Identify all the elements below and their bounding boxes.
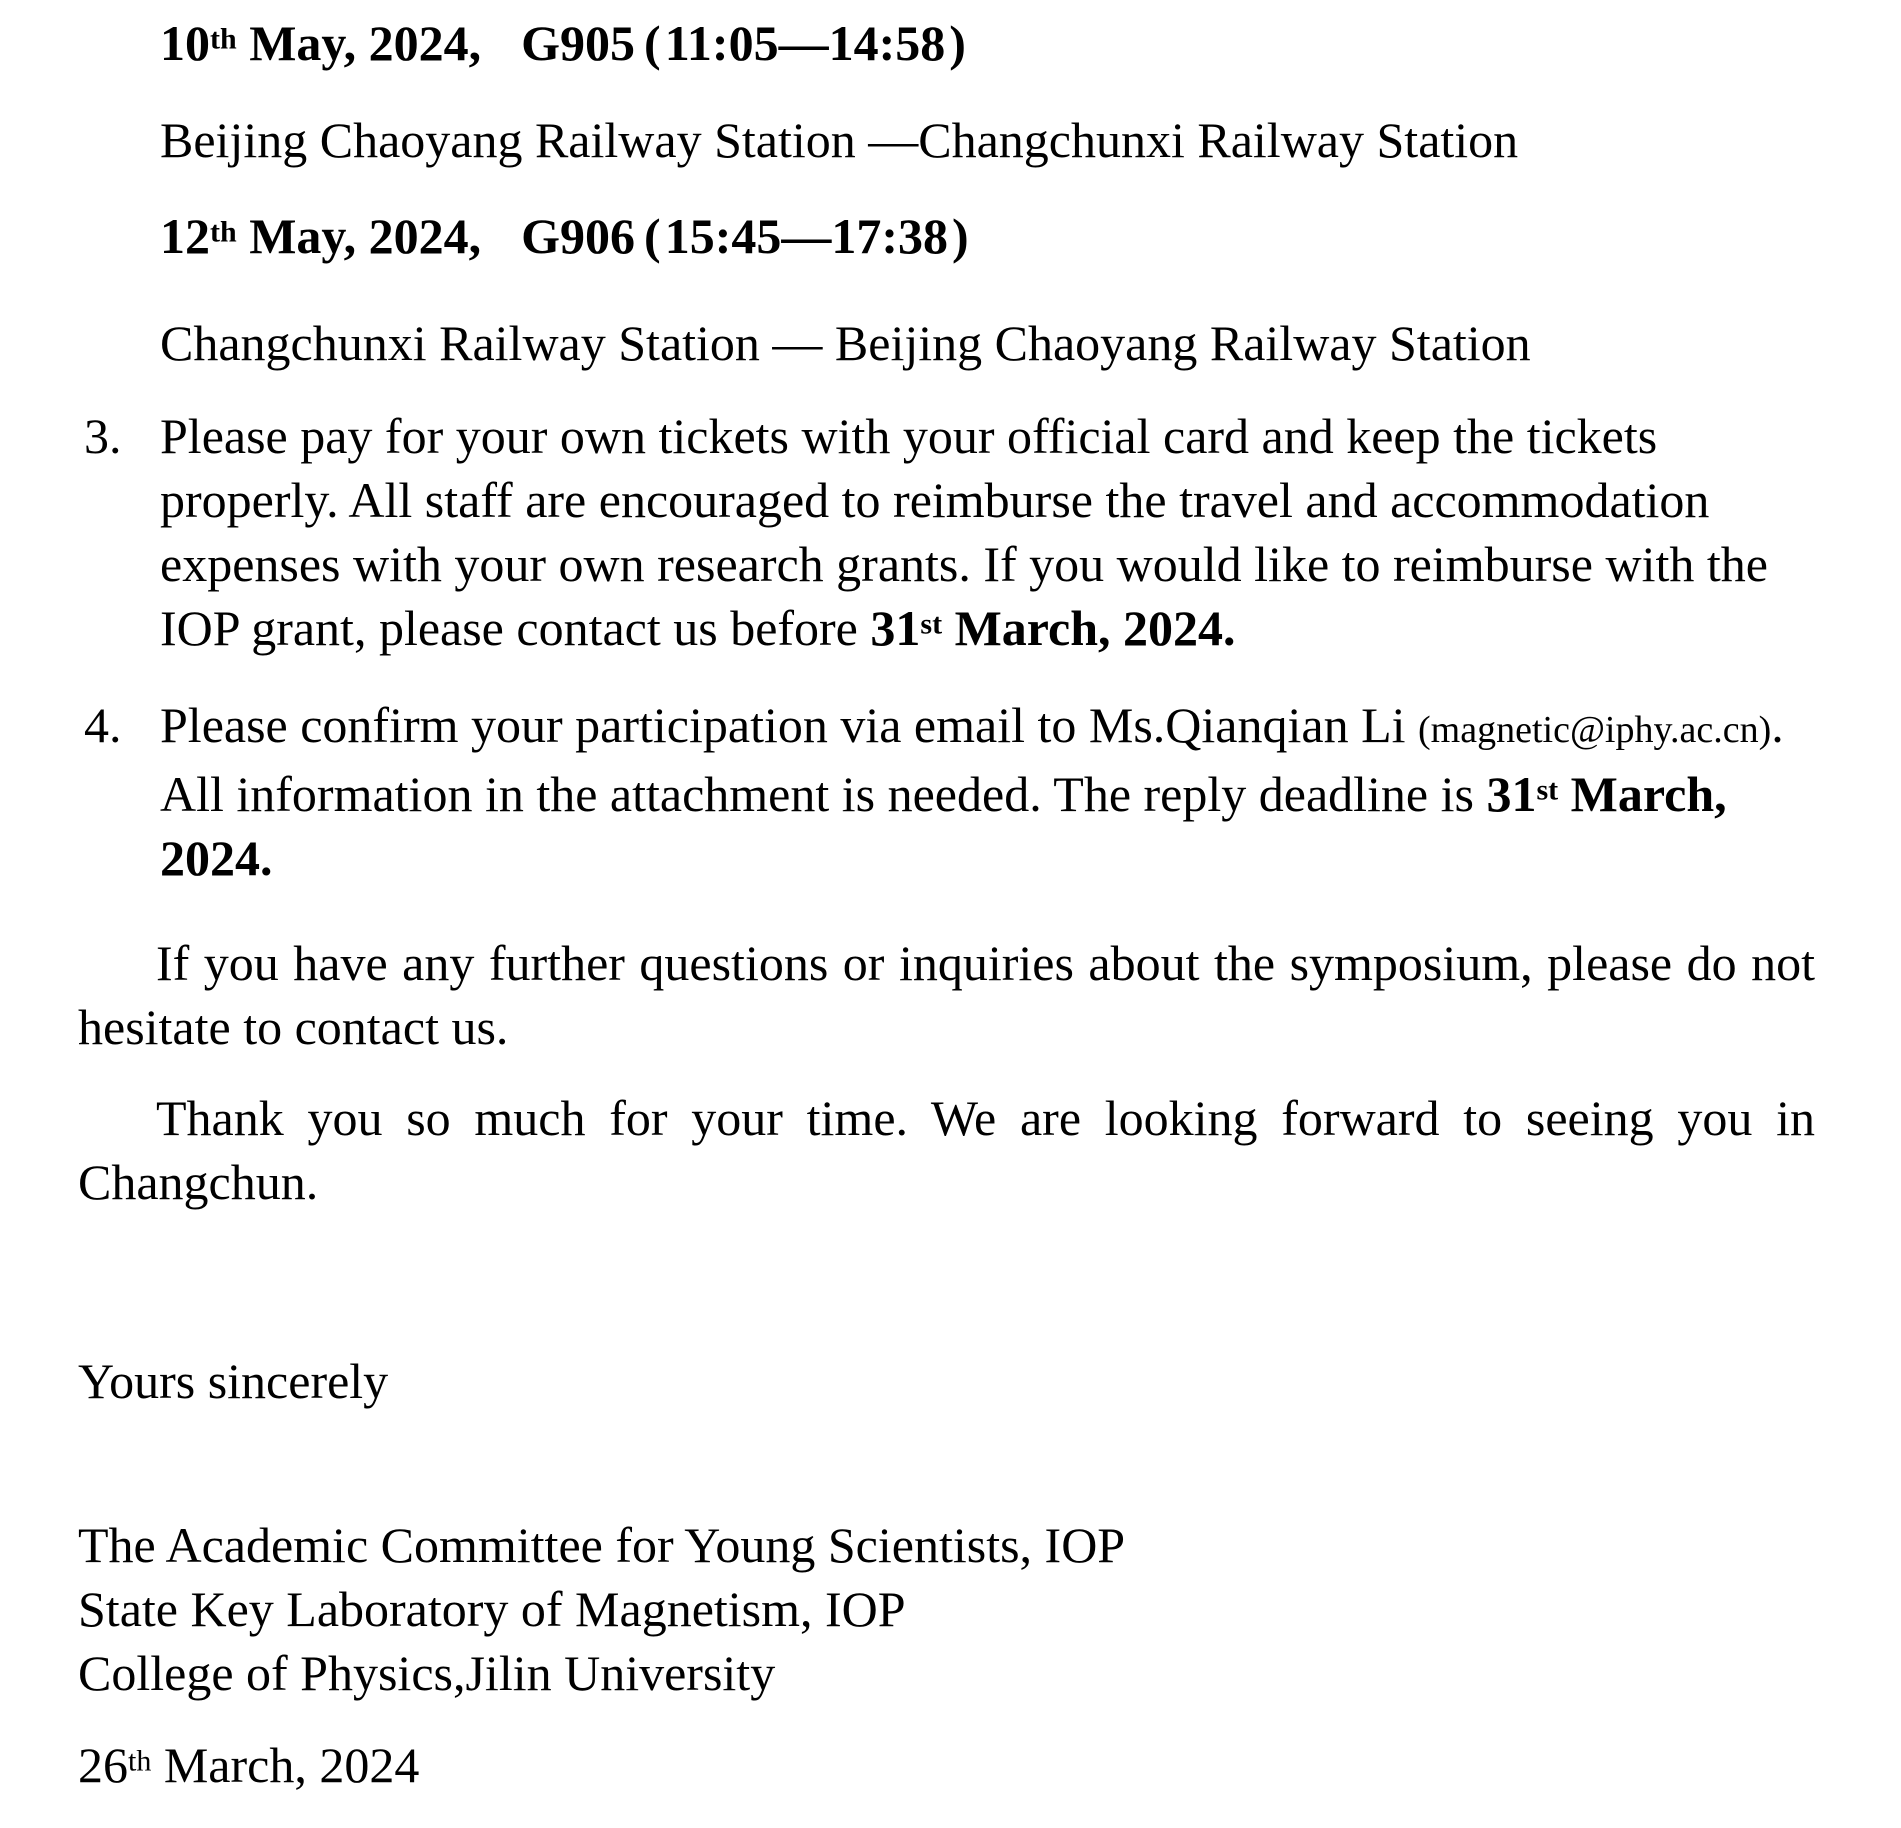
deadline-month-year: March, 2024.: [942, 600, 1236, 656]
trip2-day-ordinal: th: [210, 215, 237, 249]
trip1-month-year: May, 2024: [236, 15, 469, 71]
signature-line-laboratory: State Key Laboratory of Magnetism, IOP: [78, 1581, 906, 1637]
thanks-paragraph-line-1: Thank you so much for your time. We are looking forward to seeing you in: [156, 1090, 1815, 1146]
sentence-period: .: [1771, 697, 1784, 753]
list-item-4-line-2: [160, 762, 1815, 826]
contact-paragraph-line-2: hesitate to contact us.: [78, 999, 509, 1055]
list-item-3-line-2: properly. All staff are encouraged to reimburse the travel and accommodation: [160, 472, 1710, 528]
contact-email: (magnetic@iphy.ac.cn): [1418, 709, 1772, 751]
list-item-4-line-1-text: Please confirm your participation via email to Ms.Qianqian Li: [160, 697, 1419, 753]
trip2-train-number: G906: [508, 208, 636, 264]
fullwidth-close-paren: ): [952, 208, 969, 264]
list-item-4-line-1: [160, 693, 1815, 762]
list-item-3-line-1: Please pay for your own tickets with your official card and keep the tickets: [160, 408, 1658, 464]
closing-salutation: Yours sincerely: [78, 1353, 389, 1409]
trip1-date-line: [160, 11, 1815, 75]
letter-date-month-year: March, 2024: [151, 1737, 420, 1793]
trip2-date-line: [160, 204, 1815, 268]
deadline-day: 31: [870, 600, 921, 656]
trip2-day: 12: [160, 208, 210, 264]
trip2-route-line: Changchunxi Railway Station — Beijing Chaoyang Railway Station: [160, 315, 1531, 371]
list-item-3-line-4: [160, 596, 1815, 660]
contact-paragraph: [78, 931, 1815, 1059]
list-item-3-line-4-text: IOP grant, please contact us before: [160, 600, 871, 656]
list-item-3-line-3: expenses with your own research grants. If you would like to reimburse with the: [160, 536, 1768, 592]
trip1-times: 11:05—14:58: [664, 15, 946, 71]
trip1-route-line: Beijing Chaoyang Railway Station —Changchunxi Railway Station: [160, 112, 1519, 168]
trip1-train-number: G905: [508, 15, 636, 71]
trip1-day-ordinal: th: [210, 22, 237, 56]
trip2-month-year: May, 2024: [236, 208, 469, 264]
contact-paragraph-line-1: If you have any further questions or inquiries about the symposium, please do not: [156, 935, 1815, 991]
signature-line-college: College of Physics,Jilin University: [78, 1645, 776, 1701]
signature-line-committee: The Academic Committee for Young Scientists, IOP: [78, 1517, 1126, 1573]
thanks-paragraph: [78, 1086, 1815, 1214]
letter-date-day: 26: [78, 1737, 128, 1793]
list-item-4-number: 4.: [84, 697, 122, 753]
list-item-3: [84, 404, 1815, 660]
list-item-3-number: 3.: [84, 408, 122, 464]
thanks-paragraph-line-2: Changchun.: [78, 1154, 319, 1210]
list-item-4: [84, 693, 1815, 890]
signature-block: [78, 1513, 1815, 1705]
fullwidth-comma: ,: [468, 208, 482, 264]
reply-deadline-day: 31: [1486, 766, 1537, 822]
list-item-4-line-3: 2024.: [160, 830, 273, 886]
fullwidth-close-paren: ): [949, 15, 966, 71]
list-item-4-line-2-text: All information in the attachment is needed. The reply deadline is: [160, 766, 1487, 822]
fullwidth-open-paren: (: [644, 15, 661, 71]
fullwidth-open-paren: (: [644, 208, 661, 264]
deadline-day-ordinal: st: [920, 607, 943, 641]
letter-date-day-ordinal: th: [128, 1744, 152, 1778]
fullwidth-comma: ,: [468, 15, 482, 71]
reply-deadline-month: March,: [1558, 766, 1727, 822]
letter-date: [78, 1733, 1815, 1797]
reply-deadline-day-ordinal: st: [1536, 773, 1559, 807]
trip2-times: 15:45—17:38: [664, 208, 948, 264]
trip1-day: 10: [160, 15, 210, 71]
